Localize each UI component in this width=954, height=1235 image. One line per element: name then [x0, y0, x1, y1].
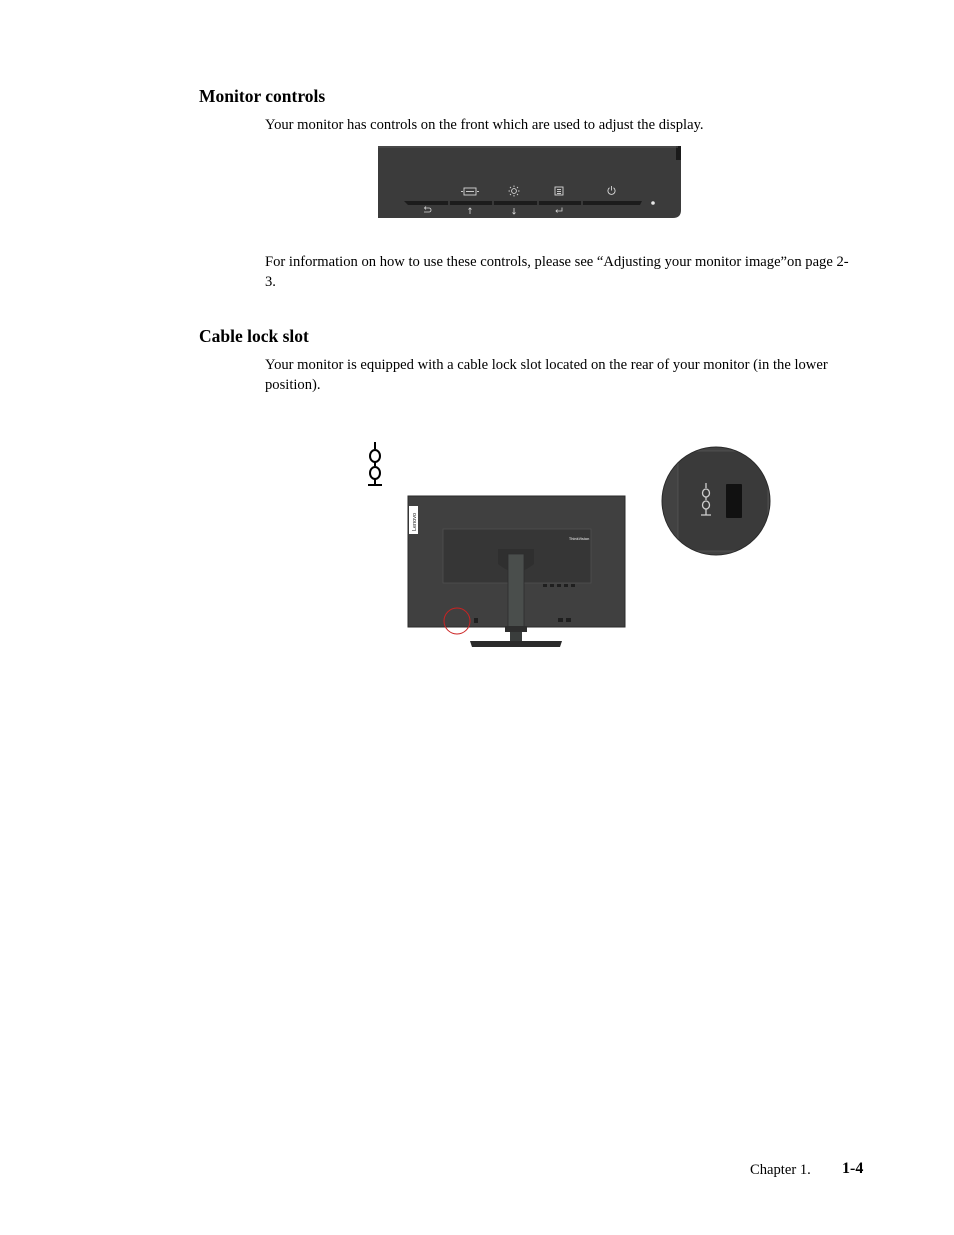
section-heading-monitor-controls: Monitor controls [199, 86, 326, 106]
monitor-controls-intro: Your monitor has controls on the front which are used to adjust the display. [265, 117, 704, 133]
lock-chain-icon [365, 440, 385, 490]
back-brand-label: ThinkVision [569, 537, 590, 541]
section-heading-cable-lock-slot: Cable lock slot [199, 326, 309, 346]
lock-slot-zoom-figure [660, 445, 772, 557]
footer-chapter: Chapter 1. [750, 1162, 811, 1178]
footer-page-number: 1-4 [842, 1160, 864, 1177]
lock-slot-opening [726, 484, 742, 518]
monitor-controls-figure [378, 146, 683, 219]
side-brand-label: Lenovo [412, 512, 418, 531]
cable-lock-description: Your monitor is equipped with a cable lock slot located on the rear of your monitor (in the lower position). [265, 357, 828, 393]
monitor-controls-reference: For information on how to use these controls, please see “Adjusting your monitor image”on page 2-3. [265, 254, 849, 290]
monitor-rear-figure [406, 494, 628, 650]
